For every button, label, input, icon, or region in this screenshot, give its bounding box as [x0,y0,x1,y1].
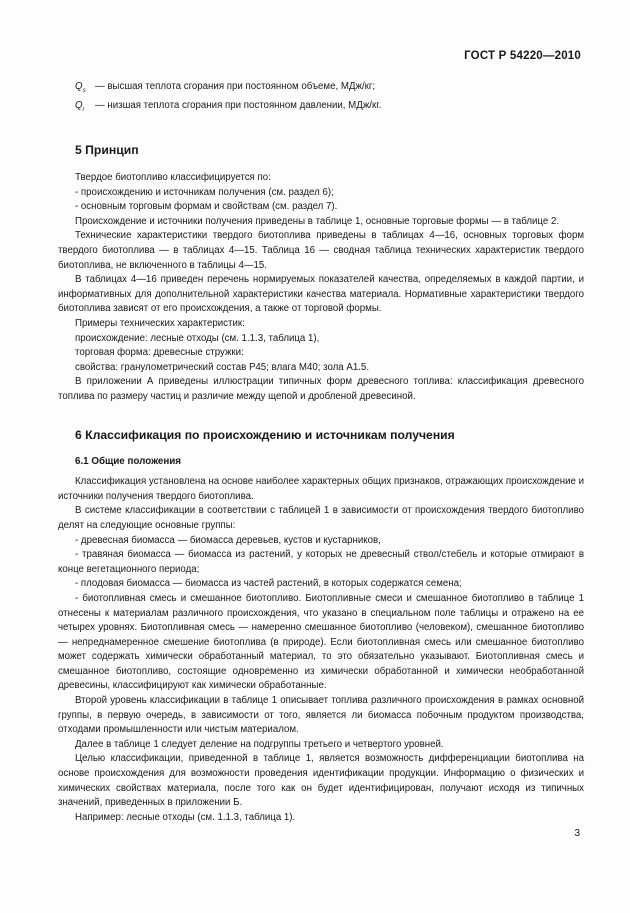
list-item: - биотопливная смесь и смешанное биотопливо. Биотопливные смеси и смешанное биотопливо в таблице 1 отнесены к материалам различного происхождения, что указано в специальном поле таблицы и отражено на ее четырех уровнях. Биотопливная смесь — намеренно смешанное биотопливо (человеком), смешанное биотопливо — непреднамеренное смешение биотоплива (в природе). Если биотопливная смесь или смешанное биотопливо может содержать химически обработанный материал, то это обязательно указывают. Биотопливная смесь и смешанное биотопливо, состоящие одновременно из химически обработанной и химически необработанной древесины, классифицируют как химически обработанные. [58,592,584,692]
paragraph: Твердое биотопливо классифицируется по: [75,172,271,184]
section-5-title: 5 Принцип [75,143,139,158]
standard-header: ГОСТ Р 54220—2010 [464,50,581,62]
paragraph: В приложении А приведены иллюстрации типичных форм древесного топлива: классификация древесного топлива по размеру частиц и различие между щепой и дробленой древесиной. [58,376,584,402]
paragraph: В таблицах 4—16 приведен перечень нормируемых показателей качества, определяемых в каждой партии, и информативных для дополнительной характеристики качества материала. Нормативные характеристики твердого биотоплива зависят от его происхождения, а также от торговой формы. [58,274,584,315]
symbol-description: — высшая теплота сгорания при постоянном объеме, МДж/кг; [95,81,376,92]
symbol-row [58,99,584,118]
list-item: - происхождению и источникам получения (см. раздел 6); [75,186,334,198]
paragraph: Технические характеристики твердого биотоплива приведены в таблицах 4—16, основных торговых форм твердого биотоплива — в таблицах 4—15. Таблица 16 — сводная таблица технических характеристик твердого биотоплива, не включенного в таблицы 4—15. [58,230,584,271]
paragraph: Примеры технических характеристик: [75,318,245,329]
symbol: $Q_i$ [75,99,84,113]
paragraph: Второй уровень классификации в таблице 1 описывает топлива различного происхождения в рамках основной группы, в первую очередь, в зависимости от того, является ли биомасса побочным продуктом производства, отходами промышленности или чистым материалом. [58,695,584,736]
paragraph: В системе классификации в соответствии с таблицей 1 в зависимости от происхождения твердого биотопливо делят на следующие основные группы: [58,505,584,531]
document-body [58,80,584,825]
paragraph: Происхождение и источники получения приведены в таблице 1, основные торговые формы — в таблице 2. [75,215,560,227]
paragraph: Далее в таблице 1 следует деление на подгруппы третьего и четвертого уровней. [75,738,444,750]
symbol: $Q_s$ [75,81,86,94]
list-item: - основным торговым формам и свойствам (см. раздел 7). [75,201,338,213]
paragraph: торговая форма: древесные стружки: [75,347,244,359]
paragraph: Классификация установлена на основе наиболее характерных общих признаков, отражающих происхождение и источники получения твердого биотоплива. [58,476,584,502]
paragraph: Например: лесные отходы (см. 1.1.3, таблица 1). [75,811,296,823]
list-item: - древесная биомасса — биомасса деревьев, кустов и кустарников, [75,534,381,546]
list-item: - травяная биомасса — биомасса из растений, у которых не древесный ствол/стебель и которые отмирают в конце вегетационного периода; [58,549,584,575]
section-6-title: 6 Классификация по происхождению и источникам получения [75,427,455,442]
symbol-row [58,80,584,99]
page-number: 3 [574,828,580,839]
paragraph: Целью классификации, приведенной в таблице 1, является возможность дифференциации биотоплива на основе происхождения для возможности проведения идентификации продукции. Информацию о физических и химических свойствах материала, после того как он будет идентифицирован, получают исходя из типичных значений, приведенных в приложении Б. [58,753,584,809]
paragraph: свойства: гранулометрический состав Р45; влага М40; зола А1.5. [75,361,370,373]
list-item: - плодовая биомасса — биомасса из частей растений, в которых содержатся семена; [75,578,462,590]
subsection-6-1-title: 6.1 Общие положения [75,455,182,467]
paragraph: происхождение: лесные отходы (см. 1.1.3, таблица 1), [75,332,320,344]
symbol-description: — низшая теплота сгорания при постоянном давлении, МДж/кг. [95,99,382,111]
